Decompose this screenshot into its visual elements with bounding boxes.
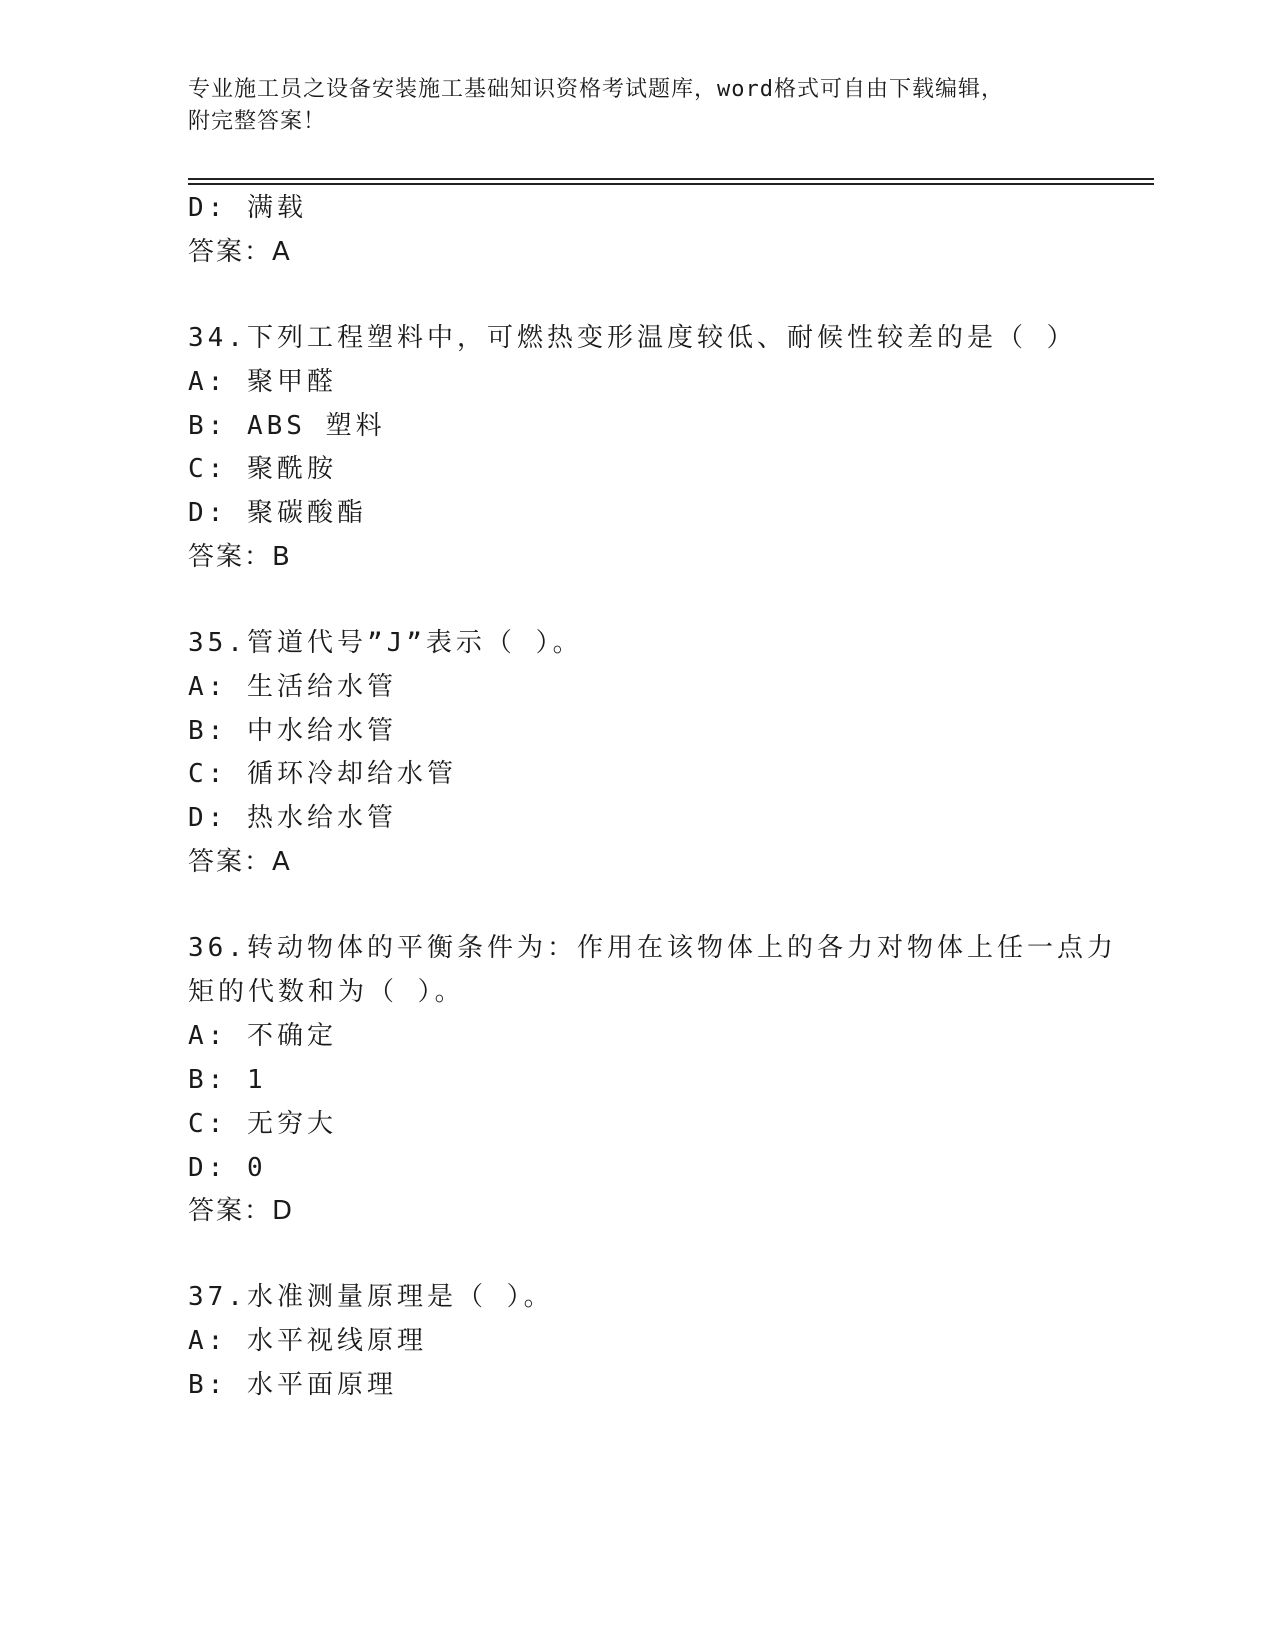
question-37-option-b: B: 水平面原理 <box>188 1370 397 1400</box>
question-36-option-d: D: 0 <box>188 1153 267 1183</box>
question-37-stem: 37.水准测量原理是（ ）。 <box>188 1282 554 1312</box>
question-37-option-a: A: 水平视线原理 <box>188 1326 427 1356</box>
question-36-answer: 答案：D <box>188 1196 295 1226</box>
question-34-option-c: C: 聚酰胺 <box>188 454 337 484</box>
question-35-option-a: A: 生活给水管 <box>188 672 397 702</box>
question-36-option-c: C: 无穷大 <box>188 1109 337 1139</box>
prev-option-d: D: 满载 <box>188 193 307 223</box>
document-header <box>188 74 1108 138</box>
question-34-stem: 34.下列工程塑料中，可燃热变形温度较低、耐候性较差的是（ ） <box>188 323 1077 353</box>
prev-answer: 答案：A <box>188 237 292 267</box>
question-35-option-d: D: 热水给水管 <box>188 803 397 833</box>
question-35-option-b: B: 中水给水管 <box>188 716 397 746</box>
question-36-option-b: B: 1 <box>188 1065 267 1095</box>
question-34-option-b: B: ABS 塑料 <box>188 411 386 441</box>
question-36-stem-line-1: 36.转动物体的平衡条件为：作用在该物体上的各力对物体上任一点力 <box>188 933 1117 963</box>
question-35-stem: 35.管道代号”J”表示（ ）。 <box>188 628 583 658</box>
header-divider-bottom <box>188 183 1154 185</box>
header-divider-top <box>188 178 1154 180</box>
question-34-answer: 答案：B <box>188 542 292 572</box>
question-34-option-d: D: 聚碳酸酯 <box>188 498 367 528</box>
header-line-1: 专业施工员之设备安装施工基础知识资格考试题库，word格式可自由下载编辑， <box>188 77 1004 102</box>
question-35-option-c: C: 循环冷却给水管 <box>188 759 457 789</box>
header-line-2: 附完整答案！ <box>188 109 327 134</box>
question-34-option-a: A: 聚甲醛 <box>188 367 337 397</box>
question-36-option-a: A: 不确定 <box>188 1021 337 1051</box>
question-35-answer: 答案：A <box>188 847 292 877</box>
question-36-stem-line-2: 矩的代数和为（ ）。 <box>188 977 465 1007</box>
